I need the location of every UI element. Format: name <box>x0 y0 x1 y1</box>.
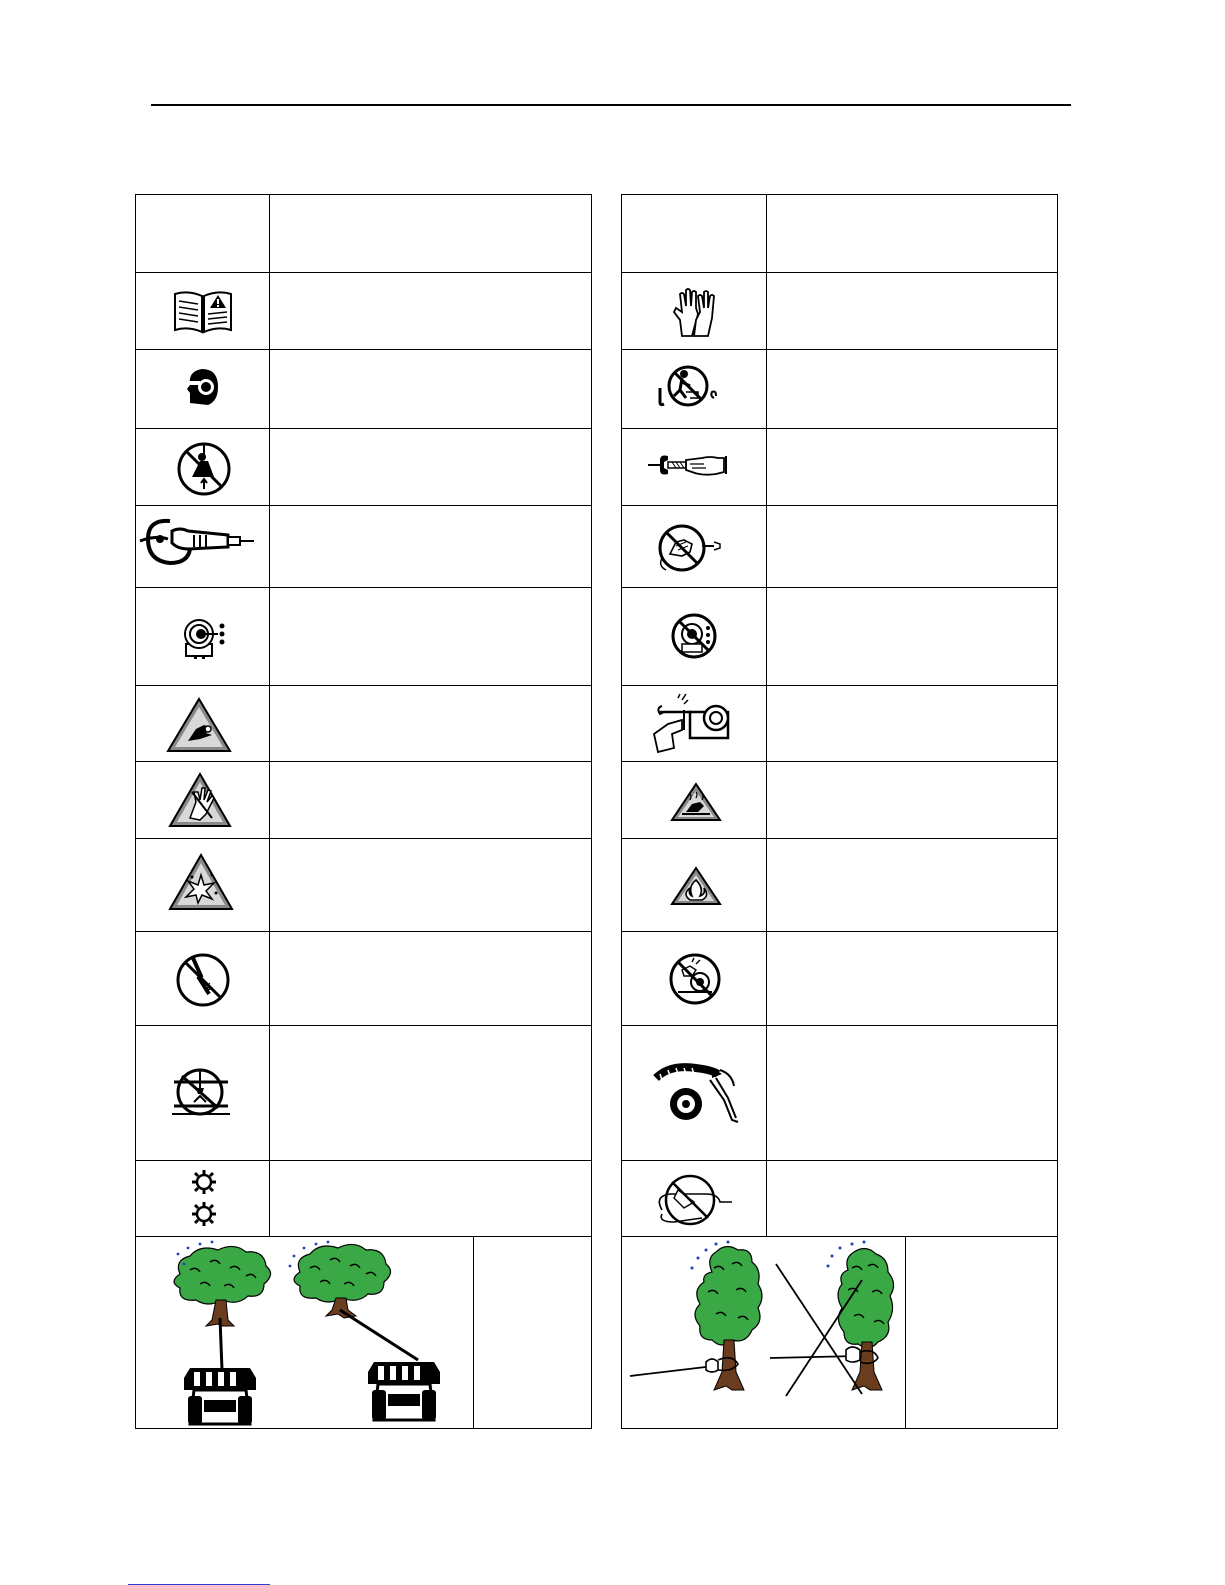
right-row-sep <box>621 272 1058 273</box>
right-row-sep <box>621 1160 1058 1161</box>
read-manual-icon <box>172 288 234 334</box>
right-row-sep <box>621 349 1058 350</box>
tree-strap-correct-incorrect-icon <box>626 1240 904 1400</box>
use-hand-saver-icon <box>652 690 732 754</box>
right-row-sep <box>621 428 1058 429</box>
right-row-sep <box>621 505 1058 506</box>
winch-drum-cable-icon <box>182 612 228 660</box>
wear-gloves-icon <box>668 284 716 338</box>
left-row-sep <box>135 838 592 839</box>
entanglement-hazard-icon <box>166 697 232 753</box>
right-row-sep <box>621 1025 1058 1026</box>
right-row-sep <box>621 931 1058 932</box>
right-row-sep <box>621 685 1058 686</box>
left-table-col-divider <box>269 194 270 1237</box>
right-row-sep <box>621 1236 1058 1237</box>
left-tree <box>174 1241 271 1424</box>
hand-crush-hazard-icon <box>168 772 232 828</box>
no-standing-under-load-icon <box>170 1066 232 1120</box>
right-tree <box>289 1241 440 1420</box>
gear-icon <box>188 1168 222 1230</box>
explosion-hazard-icon <box>168 853 234 911</box>
left-row-sep <box>135 1236 592 1237</box>
right-table-col-divider <box>766 194 767 1237</box>
disconnect-remote-icon <box>646 450 732 480</box>
header-rule <box>151 104 1071 106</box>
left-row-sep <box>135 1025 592 1026</box>
left-bottom-divider <box>473 1237 474 1429</box>
left-row-sep <box>135 349 592 350</box>
left-row-sep <box>135 931 592 932</box>
spool-direction-icon <box>650 1060 740 1126</box>
right-bottom-divider <box>905 1237 906 1429</box>
left-row-sep <box>135 505 592 506</box>
left-row-sep <box>135 761 592 762</box>
no-hand-on-cable-icon <box>656 522 726 574</box>
no-riding-icon <box>656 364 720 408</box>
incorrect-tree <box>770 1241 894 1397</box>
hearing-eye-protection-icon <box>186 367 220 407</box>
right-row-sep <box>621 838 1058 839</box>
no-cable-kink-icon <box>175 952 231 1008</box>
left-row-sep <box>135 272 592 273</box>
left-row-sep <box>135 1160 592 1161</box>
left-row-sep <box>135 685 592 686</box>
hot-surface-icon <box>670 782 722 822</box>
tree-anchor-winch-icon <box>160 1240 460 1426</box>
no-drum-touch-icon <box>670 612 718 660</box>
fire-hazard-icon <box>670 866 722 906</box>
no-spool-touch-icon <box>668 952 722 1006</box>
right-row-sep <box>621 587 1058 588</box>
left-row-sep <box>135 587 592 588</box>
no-cable-wrap-icon <box>654 1172 734 1228</box>
right-row-sep <box>621 761 1058 762</box>
no-lifting-people-icon <box>176 441 232 497</box>
correct-tree <box>630 1241 762 1391</box>
hook-latch-icon <box>138 513 256 571</box>
left-row-sep <box>135 428 592 429</box>
